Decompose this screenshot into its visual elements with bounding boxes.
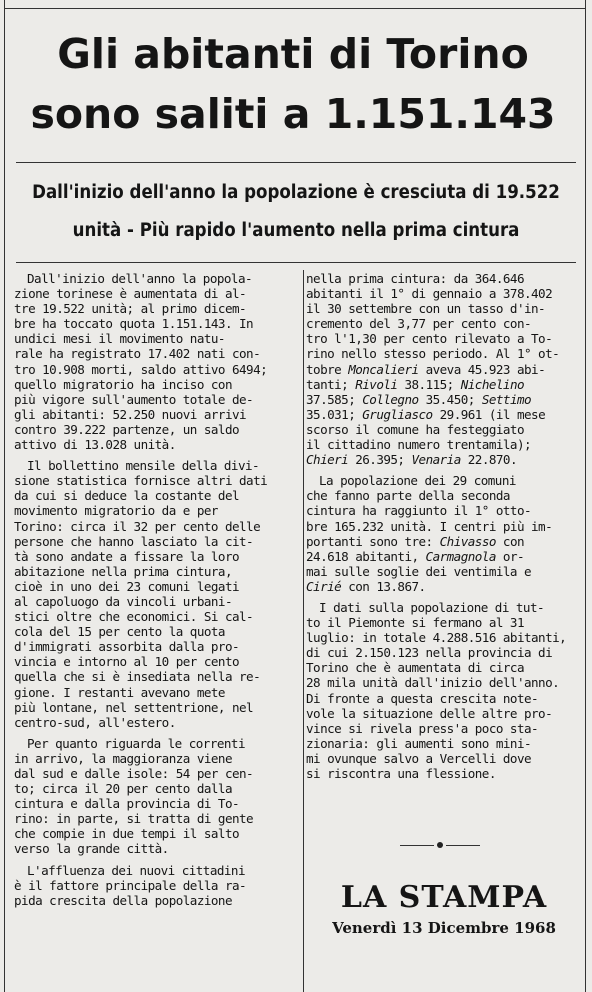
text-line: Chieri 26.395; Venaria 22.870. xyxy=(306,452,517,468)
text-line: nella prima cintura: da 364.646 xyxy=(306,271,524,286)
text-line: in arrivo, la maggioranza viene xyxy=(14,750,232,766)
text-line: cintura e dalla provincia di To- xyxy=(14,796,240,812)
headline-line-2: sono saliti a 1.151.143 xyxy=(30,90,556,138)
publication-date: Venerdì 13 Dicembre 1968 xyxy=(332,919,556,937)
newspaper-name: LA STAMPA xyxy=(340,880,548,915)
text-line: contro 39.222 partenze, un saldo xyxy=(14,421,240,437)
text-line: to il Piemonte si fermano al 31 xyxy=(306,615,524,631)
left-paragraph-3 xyxy=(14,736,302,857)
article-column-right xyxy=(306,271,582,787)
text-line: Per quanto riguarda le correnti xyxy=(27,735,245,751)
text-line: zione torinese è aumentata di al- xyxy=(14,286,247,302)
text-line: tro l'1,30 per cento rilevato a To- xyxy=(306,331,553,347)
text-line: cioè in uno dei 23 comuni legati xyxy=(14,578,240,594)
text-line: 24.618 abitanti, Carmagnola or- xyxy=(306,548,525,564)
headline xyxy=(6,24,580,144)
text-line: Torino che è aumentata di circa xyxy=(306,660,524,676)
text-line: tanti; Rivoli 38.115; Nichelino xyxy=(306,376,525,392)
text-line: bre 165.232 unità. I centri più im- xyxy=(306,518,553,534)
right-paragraph-1 xyxy=(306,271,582,467)
text-line: 28 mila unità dall'inizio dell'anno. xyxy=(306,675,560,691)
text-line: pida crescita della popolazione xyxy=(14,892,232,908)
text-line: La popolazione dei 29 comuni xyxy=(319,473,516,489)
right-paragraph-2 xyxy=(306,473,582,594)
text-line: quello migratorio ha inciso con xyxy=(14,376,232,392)
text-line: attivo di 13.028 unità. xyxy=(14,437,176,453)
text-line: tre 19.522 unità; al primo dicem- xyxy=(14,301,247,317)
text-line: che fanno parte della seconda xyxy=(306,488,510,504)
text-line: mi ovunque salvo a Vercelli dove xyxy=(306,750,532,766)
headline-line-1: Gli abitanti di Torino xyxy=(57,30,529,78)
text-line: d'immigrati assorbita dalla pro- xyxy=(14,639,240,655)
end-rule-left xyxy=(400,845,434,846)
text-line: vole la situazione delle altre pro- xyxy=(306,705,553,721)
text-line: stici oltre che economici. Si cal- xyxy=(14,609,254,625)
text-line: tà sono andate a fissare la loro xyxy=(14,548,240,564)
text-line: da cui si deduce la costante del xyxy=(14,488,240,504)
left-border-rule xyxy=(4,0,5,992)
left-paragraph-2 xyxy=(14,458,302,730)
text-line: L'affluenza dei nuovi cittadini xyxy=(27,862,245,878)
text-line: Dall'inizio dell'anno la popola- xyxy=(27,271,253,286)
text-line: luglio: in totale 4.288.516 abitanti, xyxy=(306,630,567,646)
text-line: abitazione nella prima cintura, xyxy=(14,563,232,579)
text-line: gione. I restanti avevano mete xyxy=(14,684,225,700)
text-line: rino nello stesso periodo. Al 1° ot- xyxy=(306,346,560,362)
text-line: portanti sono tre: Chivasso con xyxy=(306,533,525,549)
text-line: più lontane, nel settentrione, nel xyxy=(14,699,254,715)
text-line: tro 10.908 morti, saldo attivo 6494; xyxy=(14,361,268,377)
newspaper-signature xyxy=(306,880,582,938)
text-line: 35.031; Grugliasco 29.961 (il mese xyxy=(306,406,546,422)
subhead-line-1: Dall'inizio dell'anno la popolazione è cresciuta di 19.522 xyxy=(32,182,560,203)
text-line: più vigore sull'aumento totale de- xyxy=(14,391,254,407)
text-line: al capoluogo da vincoli urbani- xyxy=(14,593,232,609)
text-line: rale ha registrato 17.402 nati con- xyxy=(14,346,261,362)
text-line: dal sud e dalle isole: 54 per cen- xyxy=(14,766,254,781)
text-line: verso la grande città. xyxy=(14,841,169,857)
text-line: scorso il comune ha festeggiato xyxy=(306,421,524,437)
text-line: persone che hanno lasciato la cit- xyxy=(14,533,254,549)
text-line: quella che si è insediata nella re- xyxy=(14,669,261,685)
text-line: cintura ha raggiunto il 1° otto- xyxy=(306,503,532,519)
subhead-line-2: unità - Più rapido l'aumento nella prima cintura xyxy=(72,220,520,241)
top-border-rule xyxy=(4,8,586,9)
text-line: tobre Moncalieri aveva 45.923 abi- xyxy=(306,361,546,377)
text-line: sione statistica fornisce altri dati xyxy=(14,473,268,489)
text-line: Il bollettino mensile della divi- xyxy=(27,458,260,474)
right-paragraph-3 xyxy=(306,600,582,781)
text-line: Torino: circa il 32 per cento delle xyxy=(14,518,261,534)
end-rule-right xyxy=(446,845,480,846)
text-line: il 30 settembre con un tasso d'in- xyxy=(306,301,546,317)
column-divider xyxy=(303,270,304,992)
subheadline xyxy=(18,174,574,250)
text-line: bre ha toccato quota 1.151.143. In xyxy=(14,316,254,332)
text-line: movimento migratorio da e per xyxy=(14,503,218,519)
right-border-rule xyxy=(585,0,586,992)
end-ornament xyxy=(437,842,443,848)
subhead-divider xyxy=(16,262,576,263)
text-line: che compie in due tempi il salto xyxy=(14,826,240,842)
text-line: cola del 15 per cento la quota xyxy=(14,624,225,640)
text-line: è il fattore principale della ra- xyxy=(14,877,247,893)
text-line: zionaria: gli aumenti sono mini- xyxy=(306,735,532,751)
text-line: abitanti il 1° di gennaio a 378.402 xyxy=(306,286,553,302)
text-line: undici mesi il movimento natu- xyxy=(14,331,225,347)
text-line: Cirié con 13.867. xyxy=(306,578,426,594)
text-line: mai sulle soglie dei ventimila e xyxy=(306,563,532,579)
text-line: Di fronte a questa crescita note- xyxy=(306,690,539,706)
text-line: rino: in parte, si tratta di gente xyxy=(14,811,254,827)
text-line: si riscontra una flessione. xyxy=(306,766,496,781)
text-line: gli abitanti: 52.250 nuovi arrivi xyxy=(14,406,247,422)
left-paragraph-4 xyxy=(14,863,302,908)
text-line: il cittadino numero trentamila); xyxy=(306,437,532,453)
text-line: centro-sud, all'estero. xyxy=(14,714,176,730)
text-line: cremento del 3,77 per cento con- xyxy=(306,316,532,332)
text-line: vince si rivela press'a poco sta- xyxy=(306,720,539,736)
text-line: 37.585; Collegno 35.450; Settimo xyxy=(306,391,532,407)
text-line: vincia e intorno al 10 per cento xyxy=(14,654,240,670)
text-line: I dati sulla popolazione di tut- xyxy=(319,599,545,615)
article-column-left xyxy=(14,271,302,914)
text-line: to; circa il 20 per cento dalla xyxy=(14,781,232,797)
left-paragraph-1 xyxy=(14,271,302,452)
headline-divider xyxy=(16,162,576,163)
text-line: di cui 2.150.123 nella provincia di xyxy=(306,645,553,661)
